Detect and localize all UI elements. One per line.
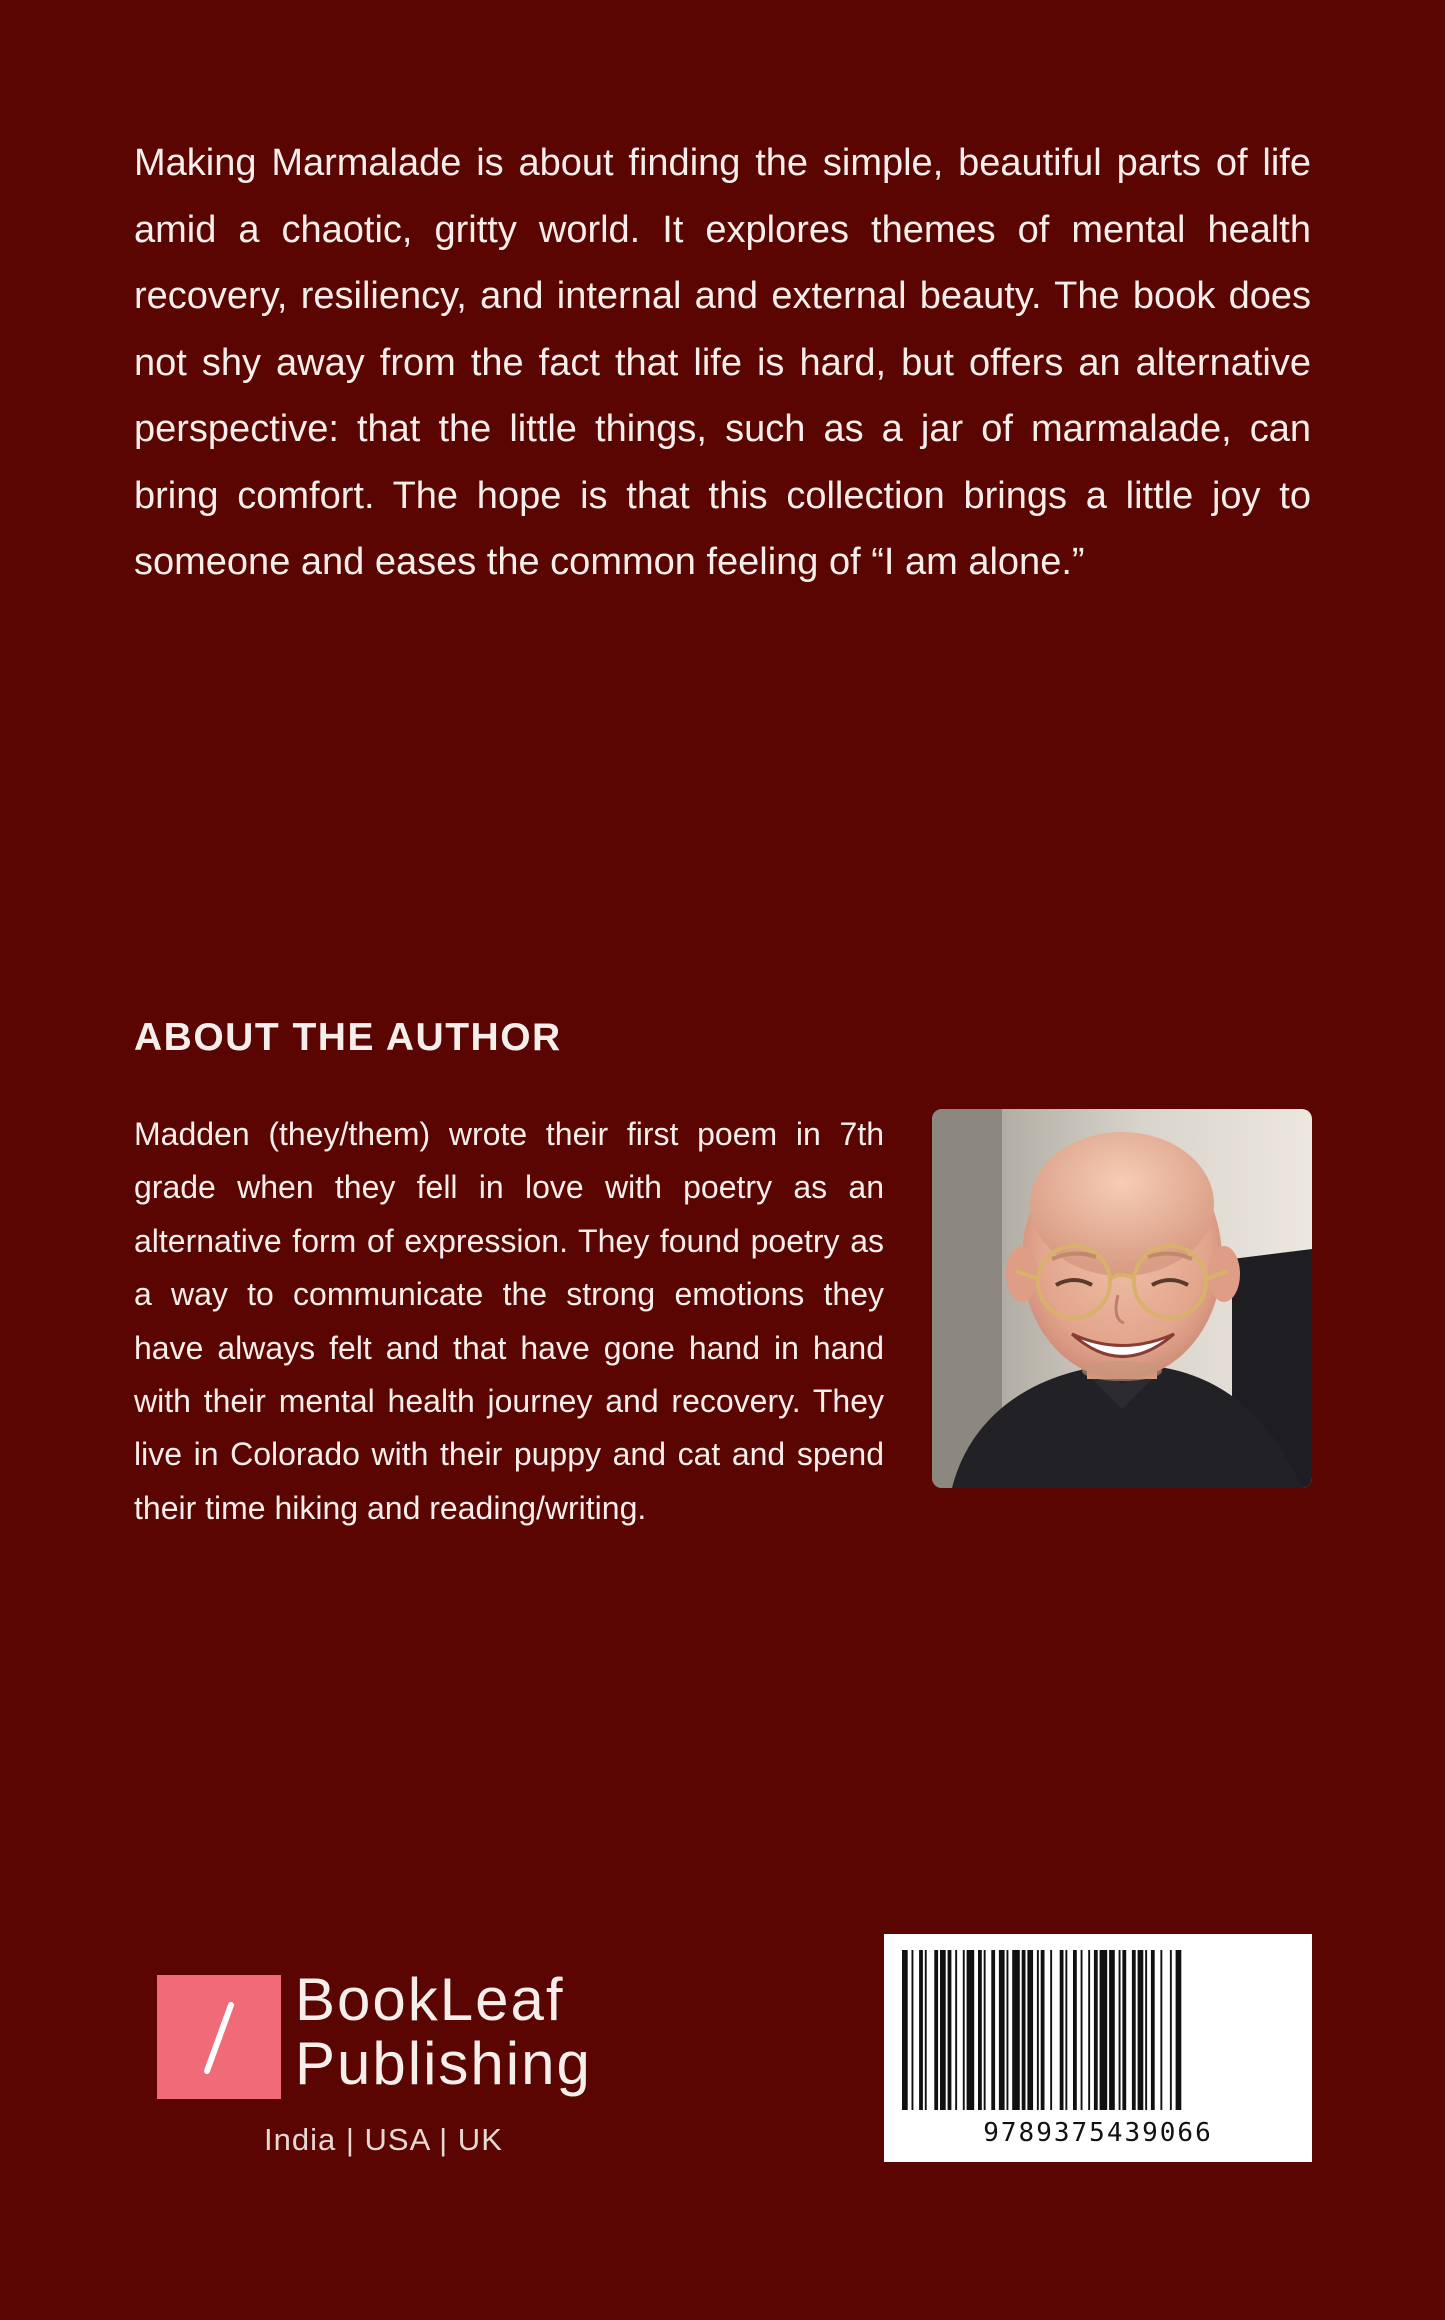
- book-blurb: Making Marmalade is about finding the simple, beautiful parts of life amid a chaotic, gritty world. It explores themes of mental health recovery, resiliency, and internal and external beauty. The book does not shy away from the fact that life is hard, but offers an alternative perspective: that the little things, such as a jar of marmalade, can bring comfort. The hope is that this collection brings a little joy to someone and eases the common feeling of “I am alone.”: [134, 142, 1311, 583]
- isbn-number: 9789375439066: [983, 2118, 1213, 2148]
- author-bio: Madden (they/them) wrote their first poem in 7th grade when they fell in love with poetry as an alternative form of expression. They found poetry as a way to communicate the strong emotions they have always felt and that have gone hand in hand with their mental health journey and recovery. They live in Colorado with their puppy and cat and spend their time hiking and reading/writing.: [134, 1116, 884, 1526]
- publisher-regions: India | USA | UK: [264, 2122, 503, 2157]
- author-photo: [932, 1109, 1312, 1488]
- leaf-slash-icon: [157, 1975, 281, 2099]
- publisher-name-line1: BookLeaf: [295, 1966, 565, 2033]
- about-author-heading: ABOUT THE AUTHOR: [134, 1016, 562, 1059]
- publisher-name-line2: Publishing: [295, 2030, 592, 2097]
- isbn-barcode: [884, 1934, 1312, 2162]
- publisher-logo: [157, 1966, 617, 2170]
